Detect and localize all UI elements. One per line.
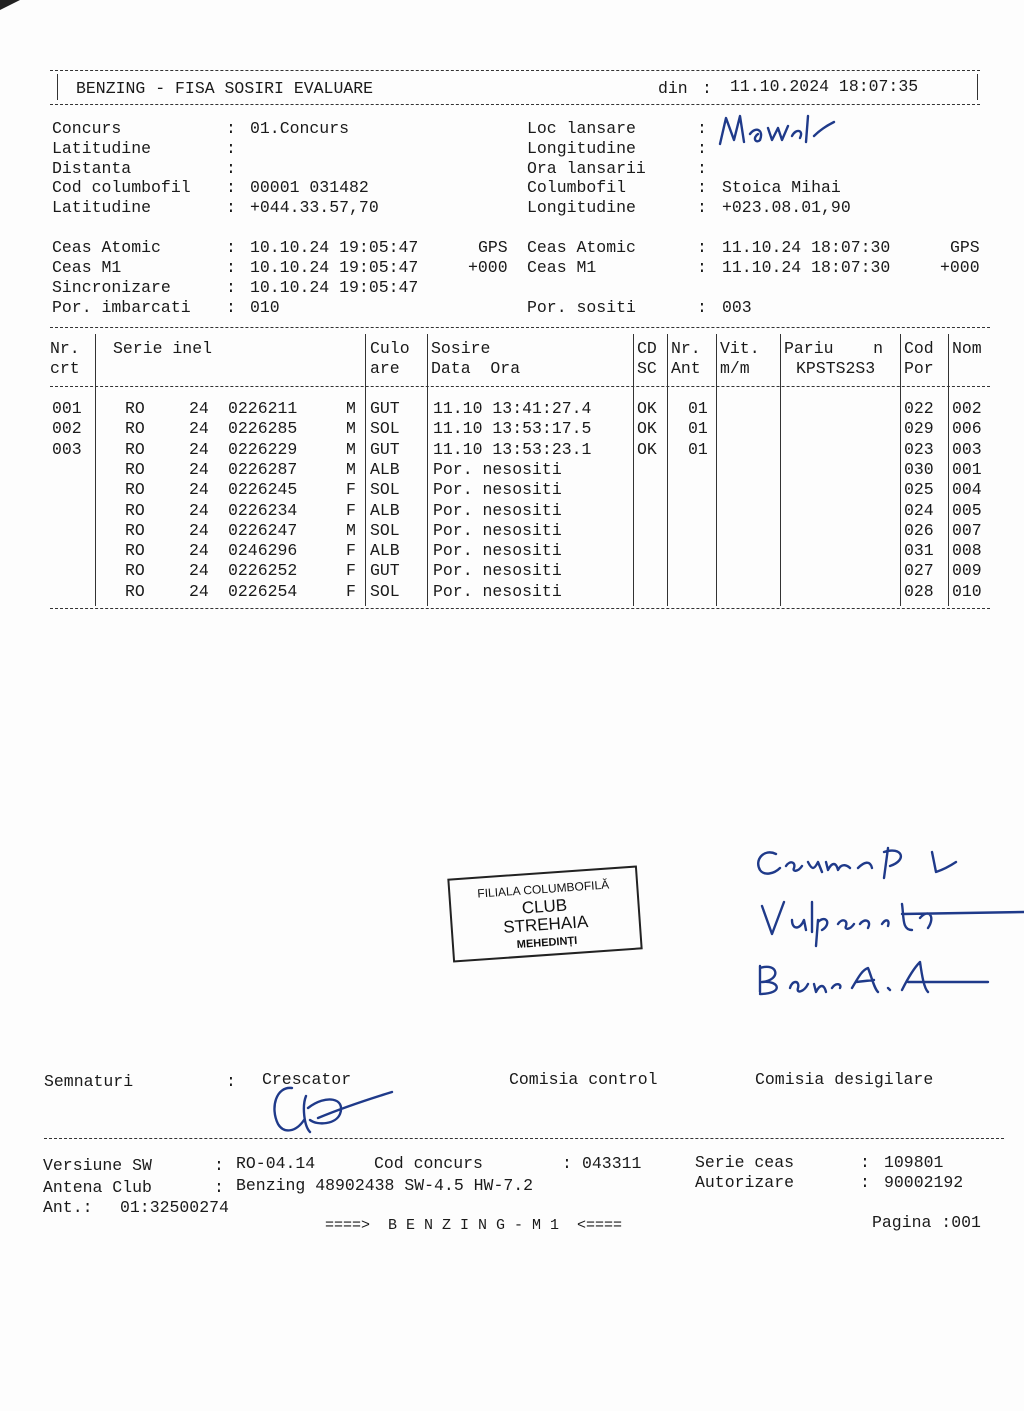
info-label: Ora lansarii (527, 159, 646, 178)
clock-value: 10.10.24 19:05:47 (250, 238, 419, 257)
cell-nrant: 01 (688, 419, 708, 439)
footer-top-rule (44, 1138, 1004, 1139)
cell-an: 24 (189, 480, 209, 500)
info-colon: : (226, 198, 236, 217)
cell-inel: 0226234 (228, 500, 298, 520)
cell-sex: M (346, 459, 356, 479)
col-sep (427, 334, 428, 606)
antena-label: Antena Club (43, 1178, 152, 1197)
cod-concurs-label: Cod concurs (374, 1154, 483, 1173)
cell-sex: F (346, 541, 356, 561)
clock-value: 10.10.24 19:05:47 (250, 258, 419, 277)
table-top-rule (50, 327, 990, 328)
footer-colon: : (860, 1173, 870, 1192)
stamp-line-1: FILIALA COLUMBOFILĂ (476, 877, 610, 901)
info-label: Distanta (52, 159, 132, 178)
info-value: 01.Concurs (250, 119, 350, 138)
cell-sex: F (346, 581, 356, 601)
header-right-border (977, 74, 978, 100)
cell-nr: 001 (52, 399, 82, 418)
info-label: Latitudine (52, 198, 152, 217)
cell-sex: M (346, 419, 356, 439)
cell-sosire: Por. nesositi (433, 480, 562, 500)
clock-colon: : (226, 278, 236, 297)
cell-an: 24 (189, 459, 209, 479)
clock-label: Por. sositi (527, 298, 636, 317)
signatures-label: Semnaturi (44, 1072, 134, 1091)
cell-nom: 003 (952, 439, 982, 459)
page-number: Pagina :001 (872, 1213, 981, 1232)
cell-inel: 0226254 (228, 581, 298, 601)
cell-nom: 002 (952, 399, 982, 418)
info-colon: : (697, 139, 707, 158)
cell-sosire: Por. nesositi (433, 520, 562, 540)
cell-tara: RO (125, 541, 145, 561)
info-value: 00001 031482 (250, 178, 369, 197)
info-value: Stoica Mihai (722, 178, 841, 197)
clock-value: 11.10.24 18:07:30 (722, 258, 891, 277)
cod-concurs-value: 043311 (582, 1154, 642, 1173)
cell-cod: 028 (904, 581, 934, 601)
clock-label: Ceas Atomic (52, 238, 161, 257)
clock-label: Por. imbarcati (52, 298, 191, 317)
cell-nom: 009 (952, 561, 982, 581)
cell-cod: 022 (904, 399, 934, 418)
col-sep (780, 334, 781, 606)
cell-culoare: SOL (370, 581, 400, 601)
footer-colon: : (214, 1156, 224, 1175)
stamp-line-3: STREHAIA (502, 912, 589, 937)
clock-label: Sincronizare (52, 278, 171, 297)
info-value: +044.33.57,70 (250, 198, 379, 217)
cell-cod: 029 (904, 419, 934, 439)
cell-culoare: SOL (370, 480, 400, 500)
info-colon: : (697, 198, 707, 217)
clock-colon: : (697, 298, 707, 317)
cell-an: 24 (189, 500, 209, 520)
info-colon: : (697, 159, 707, 178)
comisia-control-label: Comisia control (509, 1070, 658, 1089)
col-header-sosire-sub: Data Ora (431, 359, 521, 378)
cell-sosire: Por. nesositi (433, 581, 562, 601)
info-label: Longitudine (527, 139, 636, 158)
cell-nom: 006 (952, 419, 982, 439)
header-top-rule (50, 70, 980, 71)
cell-sosire: Por. nesositi (433, 459, 562, 479)
cell-sosire: Por. nesositi (433, 541, 562, 561)
cell-an: 24 (189, 561, 209, 581)
cell-cod: 027 (904, 561, 934, 581)
cell-tara: RO (125, 500, 145, 520)
footer-colon: : (562, 1154, 572, 1173)
comisia-desigilare-label: Comisia desigilare (755, 1070, 934, 1089)
cell-an: 24 (189, 399, 209, 418)
clock-colon: : (226, 258, 236, 277)
cell-cdsc: OK (637, 399, 657, 418)
col-header-vit-sub: m/m (720, 359, 750, 378)
cell-sex: M (346, 439, 356, 459)
col-header-pariu: Pariu n (784, 339, 884, 358)
stamp-line-4: MEHEDINȚI (516, 934, 578, 952)
clock-suffix: +000 (940, 258, 980, 277)
autorizare-value: 90002192 (884, 1173, 964, 1192)
cell-sosire: 11.10 13:53:23.1 (433, 439, 592, 459)
date-colon: : (702, 79, 712, 98)
footer-colon: : (214, 1178, 224, 1197)
cell-an: 24 (189, 419, 209, 439)
ant-label: Ant.: (43, 1198, 93, 1217)
col-header-cdsc: CD (637, 339, 657, 358)
ant-value: 01:32500274 (120, 1198, 229, 1217)
cell-nom: 004 (952, 480, 982, 500)
col-header-nom: Nom (952, 339, 982, 358)
clock-value: 010 (250, 298, 280, 317)
date-value: 11.10.2024 18:07:35 (730, 77, 919, 96)
club-stamp (447, 865, 642, 962)
info-label: Concurs (52, 119, 122, 138)
cell-inel: 0226211 (228, 399, 298, 418)
cell-cdsc: OK (637, 439, 657, 459)
table-header-rule (50, 386, 990, 387)
cell-sosire: Por. nesositi (433, 561, 562, 581)
cell-nom: 010 (952, 581, 982, 601)
col-header-sosire: Sosire (431, 339, 491, 358)
col-header-nr: Nr. (50, 339, 80, 358)
col-sep (900, 334, 901, 606)
cell-nom: 008 (952, 541, 982, 561)
cell-inel: 0226247 (228, 520, 298, 540)
col-header-culoare-sub: are (370, 359, 400, 378)
col-header-serie: Serie inel (113, 339, 213, 358)
antena-value: Benzing 48902438 SW-4.5 HW-7.2 (236, 1176, 534, 1195)
cell-culoare: GUT (370, 439, 400, 459)
info-colon: : (226, 159, 236, 178)
cell-cdsc: OK (637, 419, 657, 439)
commission-signatures (752, 838, 1024, 1008)
col-sep (667, 334, 668, 606)
handwritten-release-place (716, 112, 846, 148)
date-label: din (658, 79, 688, 98)
cell-sex: M (346, 520, 356, 540)
cell-culoare: SOL (370, 520, 400, 540)
cell-nrant: 01 (688, 399, 708, 418)
cell-sosire: Por. nesositi (433, 500, 562, 520)
info-label: Loc lansare (527, 119, 636, 138)
cell-tara: RO (125, 399, 145, 418)
info-label: Longitudine (527, 198, 636, 217)
footer-colon: : (860, 1153, 870, 1172)
col-header-vit: Vit. (720, 339, 760, 358)
cell-cod: 024 (904, 500, 934, 520)
scan-corner-mark (0, 0, 20, 10)
clock-colon: : (697, 238, 707, 257)
info-colon: : (697, 119, 707, 138)
cell-an: 24 (189, 439, 209, 459)
cell-sex: F (346, 500, 356, 520)
cell-cod: 023 (904, 439, 934, 459)
cell-inel: 0226245 (228, 480, 298, 500)
clock-value: 11.10.24 18:07:30 (722, 238, 891, 257)
cell-nr: 003 (52, 439, 82, 459)
cell-cod: 025 (904, 480, 934, 500)
cell-culoare: GUT (370, 561, 400, 581)
col-header-nrant: Nr. (671, 339, 701, 358)
clock-colon: : (226, 238, 236, 257)
clock-label: Ceas Atomic (527, 238, 636, 257)
col-header-codpor: Cod (904, 339, 934, 358)
col-header-codpor-sub: Por (904, 359, 934, 378)
col-sep (716, 334, 717, 606)
cell-inel: 0226285 (228, 419, 298, 439)
cell-nom: 001 (952, 459, 982, 479)
info-colon: : (226, 119, 236, 138)
clock-value: 10.10.24 19:05:47 (250, 278, 419, 297)
cell-tara: RO (125, 419, 145, 439)
clock-colon: : (697, 258, 707, 277)
col-header-culoare: Culo (370, 339, 410, 358)
versiune-value: RO-04.14 (236, 1154, 316, 1173)
header-left-border (57, 74, 58, 100)
cell-nrant: 01 (688, 439, 708, 459)
cell-tara: RO (125, 581, 145, 601)
col-header-nr-sub: crt (50, 359, 80, 378)
versiune-label: Versiune SW (43, 1156, 152, 1175)
cell-tara: RO (125, 520, 145, 540)
cell-sex: F (346, 480, 356, 500)
cell-tara: RO (125, 459, 145, 479)
info-label: Cod columbofil (52, 178, 191, 197)
autorizare-label: Autorizare (695, 1173, 795, 1192)
cell-tara: RO (125, 439, 145, 459)
cell-culoare: GUT (370, 399, 400, 418)
cell-tara: RO (125, 480, 145, 500)
col-sep (948, 334, 949, 606)
clock-colon: : (226, 298, 236, 317)
header-bottom-rule (50, 104, 980, 105)
cell-cod: 031 (904, 541, 934, 561)
col-header-nrant-sub: Ant (671, 359, 701, 378)
col-sep (365, 334, 366, 606)
cell-inel: 0226229 (228, 439, 298, 459)
cell-culoare: ALB (370, 500, 400, 520)
cell-nr: 002 (52, 419, 82, 439)
cell-culoare: ALB (370, 541, 400, 561)
cell-an: 24 (189, 541, 209, 561)
cell-sex: M (346, 399, 356, 418)
col-header-pariu-sub: KPSTS2S3 (796, 359, 876, 378)
cell-tara: RO (125, 561, 145, 581)
cell-sosire: 11.10 13:53:17.5 (433, 419, 592, 439)
stamp-line-2: CLUB (521, 895, 568, 918)
info-label: Columbofil (527, 178, 627, 197)
info-label: Latitudine (52, 139, 152, 158)
signatures-colon: : (226, 1072, 236, 1091)
crescator-signature (262, 1080, 402, 1140)
clock-label: Ceas M1 (52, 258, 122, 277)
clock-value: 003 (722, 298, 752, 317)
cell-nom: 007 (952, 520, 982, 540)
info-colon: : (226, 139, 236, 158)
info-value: +023.08.01,90 (722, 198, 851, 217)
serie-ceas-value: 109801 (884, 1153, 944, 1172)
cell-culoare: SOL (370, 419, 400, 439)
cell-nom: 005 (952, 500, 982, 520)
col-sep (95, 334, 96, 606)
info-colon: : (226, 178, 236, 197)
cell-inel: 0226287 (228, 459, 298, 479)
cell-an: 24 (189, 520, 209, 540)
serie-ceas-label: Serie ceas (695, 1153, 795, 1172)
document-title: BENZING - FISA SOSIRI EVALUARE (76, 79, 374, 98)
clock-label: Ceas M1 (527, 258, 597, 277)
cell-sosire: 11.10 13:41:27.4 (433, 399, 592, 418)
clock-suffix: +000 (468, 258, 508, 277)
cell-sex: F (346, 561, 356, 581)
cell-inel: 0226252 (228, 561, 298, 581)
info-colon: : (697, 178, 707, 197)
col-sep (633, 334, 634, 606)
cell-cod: 030 (904, 459, 934, 479)
cell-inel: 0246296 (228, 541, 298, 561)
crescator-label: Crescator (262, 1070, 352, 1089)
clock-suffix: GPS (478, 238, 508, 257)
col-header-cdsc-sub: SC (637, 359, 657, 378)
benzing-banner: ====> B E N Z I N G - M 1 <==== (325, 1217, 623, 1234)
cell-culoare: ALB (370, 459, 400, 479)
clock-suffix: GPS (950, 238, 980, 257)
table-bottom-rule (50, 608, 990, 609)
cell-an: 24 (189, 581, 209, 601)
cell-cod: 026 (904, 520, 934, 540)
